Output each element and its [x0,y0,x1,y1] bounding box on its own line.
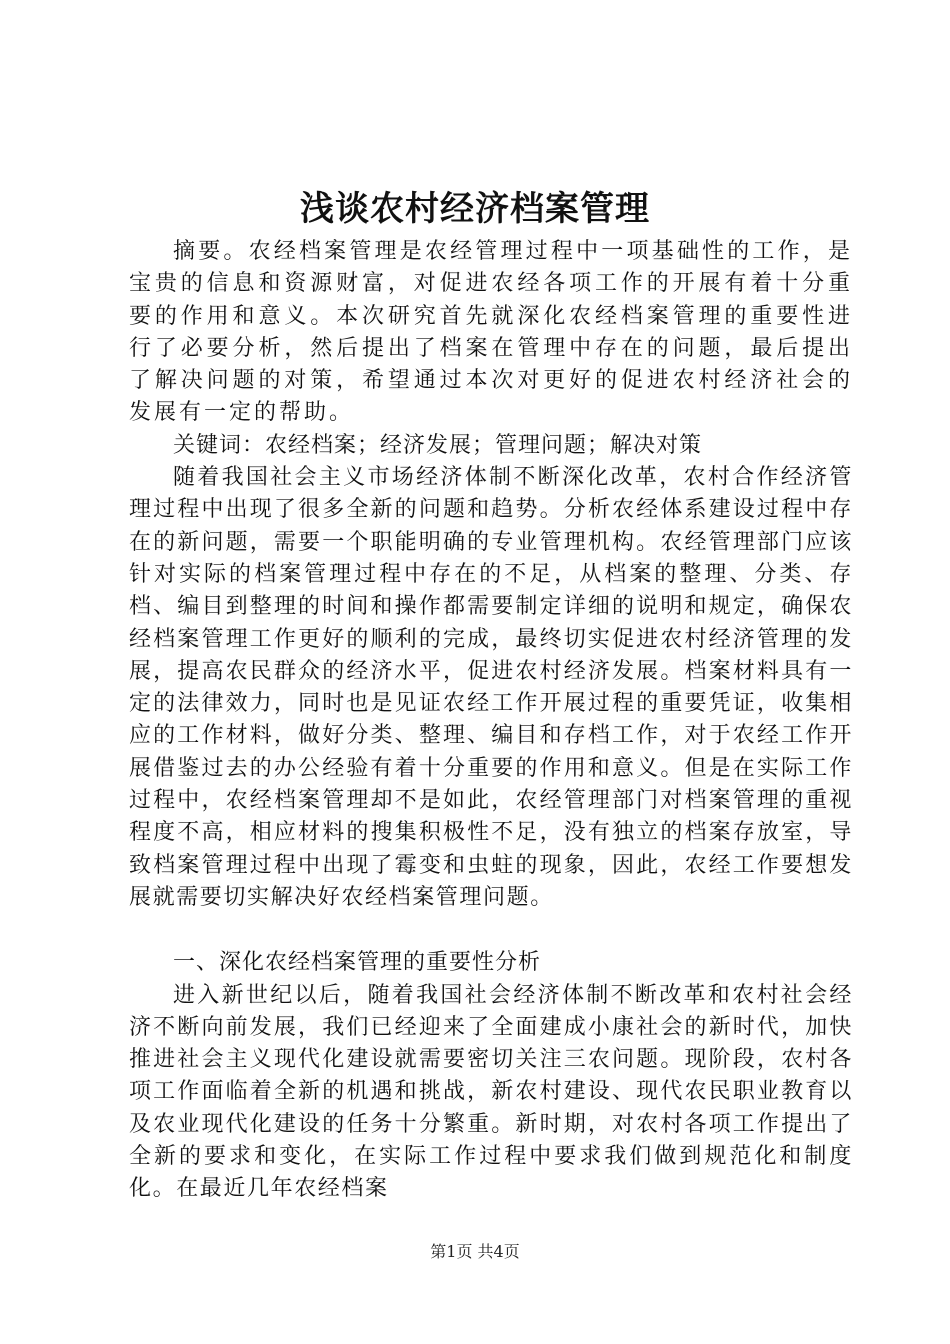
document-body [129,236,853,1206]
document-title: 浅谈农村经济档案管理 [300,189,650,229]
section-paragraph: 进入新世纪以后，随着我国社会经济体制不断改革和农村社会经济不断向前发展，我们已经迎来了全面建成小康社会的新时代，加快推进社会主义现代化建设就需要密切关注三农问题。现阶段，农村各项工作面临着全新的机遇和挑战，新农村建设、现代农民职业教育以及农业现代化建设的任务十分繁重。新时期，对农村各项工作提出了全新的要求和变化，在实际工作过程中要求我们做到规范化和制度化。在最近几年农经档案 [129,982,853,1202]
abstract-paragraph: 摘要。农经档案管理是农经管理过程中一项基础性的工作，是宝贵的信息和资源财富，对促进农经各项工作的开展有着十分重要的作用和意义。本次研究首先就深化农经档案管理的重要性进行了必要分析，然后提出了档案在管理中存在的问题，最后提出了解决问题的对策，希望通过本次对更好的促进农村经济社会的发展有一定的帮助。 [129,239,853,426]
section-heading: 一、深化农经档案管理的重要性分析 [173,950,542,976]
page-number-footer: 第1页 共4页 [430,1242,520,1261]
keywords-paragraph: 关键词：农经档案；经济发展；管理问题；解决对策 [173,432,703,458]
intro-paragraph: 随着我国社会主义市场经济体制不断深化改革，农村合作经济管理过程中出现了很多全新的问题和趋势。分析农经体系建设过程中存在的新问题，需要一个职能明确的专业管理机构。农经管理部门应该针对实际的档案管理过程中存在的不足，从档案的整理、分类、存档、编目到整理的时间和操作都需要制定详细的说明和规定，确保农经档案管理工作更好的顺利的完成，最终切实促进农村经济管理的发展，提高农民群众的经济水平，促进农村经济发展。档案材料具有一定的法律效力，同时也是见证农经工作开展过程的重要凭证，收集相应的工作材料，做好分类、整理、编目和存档工作，对于农经工作开展借鉴过去的办公经验有着十分重要的作用和意义。但是在实际工作过程中，农经档案管理却不是如此，农经管理部门对档案管理的重视程度不高，相应材料的搜集积极性不足，没有独立的档案存放室，导致档案管理过程中出现了霉变和虫蛀的现象，因此，农经工作要想发展就需要切实解决好农经档案管理问题。 [129,465,853,910]
